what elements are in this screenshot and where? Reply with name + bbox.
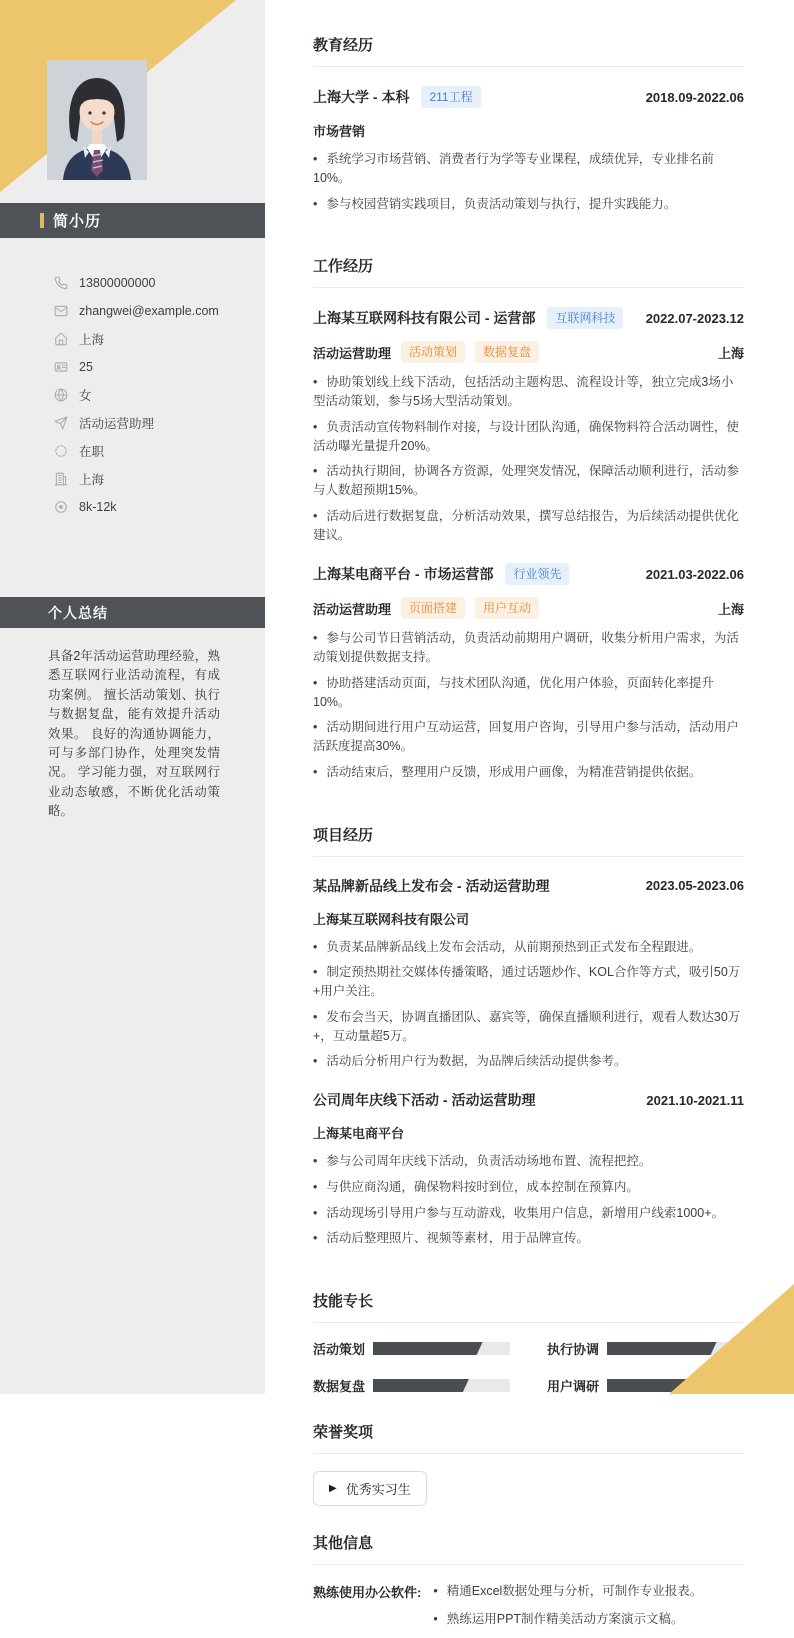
work-location: 上海 xyxy=(717,345,744,361)
bullet-item: • 活动执行期间，协调各方资源，处理突发情况，保障活动顺利进行，活动参与人数超预期15%。 xyxy=(313,464,739,497)
contact-gender-value: 女 xyxy=(79,389,92,403)
company-name: 上海某互联网科技有限公司 - 运营部 xyxy=(313,310,536,327)
contact-item-location xyxy=(0,325,265,353)
other-info xyxy=(313,1582,744,1638)
bullet-item: • 负责某品牌新品线上发布会活动，从前期预热到正式发布全程跟进。 xyxy=(313,939,702,954)
status-icon xyxy=(54,444,68,458)
bullet-dot: • xyxy=(313,675,318,690)
project-org: 上海某互联网科技有限公司 xyxy=(313,911,470,927)
work-location: 上海 xyxy=(717,601,744,617)
education-entry xyxy=(313,86,744,213)
summary-text: 具备2年活动运营助理经验，熟悉互联网行业活动流程，有成功案例。 擅长活动策划、执行与数据复盘，能有效提升活动效果。 良好的沟通协调能力，可与多部门协作，处理突发情况。 学习能力强，对互联网行业动态敏感，不断优化活动策略。 xyxy=(48,649,220,818)
bullet-item: • 系统学习市场营销、消费者行为学等专业课程，成绩优异，专业排名前10%。 xyxy=(313,152,714,185)
education-bullets xyxy=(313,150,744,213)
home-icon xyxy=(54,332,68,346)
bullet-item: • 活动结束后，整理用户反馈，形成用户画像，为精准营销提供依据。 xyxy=(313,764,702,779)
project-entry xyxy=(313,1090,744,1248)
bullet-dot: • xyxy=(313,1231,318,1246)
project-name: 某品牌新品线上发布会 - 活动运营助理 xyxy=(313,877,550,894)
summary-title: 个人总结 xyxy=(48,604,108,621)
bullet-item: • 活动期间进行用户互动运营，回复用户咨询，引导用户参与活动，活动用户活跃度提高30%。 xyxy=(313,720,739,753)
bullet-item: • 制定预热期社交媒体传播策略，通过话题炒作、KOL合作等方式，吸引50万+用户关注。 xyxy=(313,965,741,998)
building-icon xyxy=(54,472,68,486)
email-icon xyxy=(54,304,68,318)
bullet-dot: • xyxy=(313,720,318,735)
bullet-dot: • xyxy=(313,1154,318,1168)
section-title-education: 教育经历 xyxy=(313,34,744,67)
profile-photo xyxy=(47,60,147,180)
skill-fill xyxy=(607,1342,717,1355)
project-entry xyxy=(313,876,744,1072)
school-tag: 211工程 xyxy=(421,86,480,108)
project-period: 2021.10-2021.11 xyxy=(646,1092,744,1108)
name-banner xyxy=(0,203,265,238)
contact-city-value: 上海 xyxy=(79,473,105,487)
section-title-skills: 技能专长 xyxy=(313,1290,744,1323)
role-title: 活动运营助理 xyxy=(313,345,392,361)
skill-label: 执行协调 xyxy=(547,1342,600,1357)
summary-banner xyxy=(0,597,265,628)
contact-item-phone xyxy=(0,269,265,297)
salary-icon xyxy=(54,500,68,514)
bullet-dot: • xyxy=(433,1611,438,1626)
contact-item-salary xyxy=(0,493,265,521)
bullet-dot: • xyxy=(313,152,318,166)
bullet-item: • 发布会当天，协调直播团队、嘉宾等，确保直播顺利进行，观看人数达30万+，互动量超5万。 xyxy=(313,1009,741,1043)
contact-salary-value: 8k-12k xyxy=(79,500,117,514)
profile-name: 简小历 xyxy=(53,213,102,230)
role-tag: 数据复盘 xyxy=(475,341,539,363)
work-period: 2021.03-2022.06 xyxy=(645,566,744,582)
bullet-item: • 协助策划线上线下活动，包括活动主题构思、流程设计等，独立完成3场小型活动策划，参与5场大型活动策划。 xyxy=(313,375,734,408)
bullet-item: • 活动现场引导用户参与互动游戏，收集用户信息，新增用户线索1000+。 xyxy=(313,1205,724,1220)
section-title-honors: 荣誉奖项 xyxy=(313,1421,744,1454)
bullet-dot: • xyxy=(313,1009,318,1024)
project-name: 公司周年庆线下活动 - 活动运营助理 xyxy=(313,1092,536,1108)
bullet-item: • 精通Excel数据处理与分析，可制作专业报表。 xyxy=(433,1584,703,1598)
bullet-dot: • xyxy=(313,1054,318,1069)
education-period: 2018.09-2022.06 xyxy=(645,89,744,105)
bullet-item: • 与供应商沟通，确保物料按时到位，成本控制在预算内。 xyxy=(313,1179,639,1194)
contact-item-age xyxy=(0,353,265,381)
contact-list xyxy=(0,269,265,521)
company-tag: 互联网科技 xyxy=(547,307,623,329)
skill-fill xyxy=(373,1342,483,1355)
id-card-icon xyxy=(54,360,68,374)
major: 市场营销 xyxy=(313,124,366,139)
role-title: 活动运营助理 xyxy=(313,601,392,617)
skill-label: 数据复盘 xyxy=(313,1379,366,1394)
accent-bar xyxy=(40,213,44,228)
play-icon: ▶ xyxy=(329,1482,337,1494)
role-tag: 用户互动 xyxy=(475,597,539,619)
skill-label: 活动策划 xyxy=(313,1342,366,1357)
role-tag: 活动策划 xyxy=(401,341,465,363)
skill-track xyxy=(373,1379,510,1392)
bullet-dot: • xyxy=(313,196,318,211)
bullet-dot: • xyxy=(313,939,318,954)
work-entry xyxy=(313,563,744,781)
paper-plane-icon xyxy=(54,416,68,430)
contact-item-city xyxy=(0,465,265,493)
phone-icon xyxy=(54,276,68,290)
project-bullets xyxy=(313,1152,744,1248)
bullet-dot: • xyxy=(313,1205,318,1220)
bullet-dot: • xyxy=(313,1179,318,1194)
bullet-dot: • xyxy=(433,1584,438,1598)
work-entry xyxy=(313,307,744,544)
bullet-dot: • xyxy=(313,375,318,390)
skill-fill xyxy=(373,1379,469,1392)
company-tag: 行业领先 xyxy=(505,563,569,585)
bullet-item: • 活动后整理照片、视频等素材，用于品牌宣传。 xyxy=(313,1231,589,1246)
bullet-dot: • xyxy=(313,631,318,646)
avatar xyxy=(47,60,147,180)
project-period: 2023.05-2023.06 xyxy=(645,878,744,893)
contact-item-email xyxy=(0,297,265,325)
other-bullets xyxy=(433,1582,702,1638)
project-bullets xyxy=(313,938,744,1072)
other-label: 熟练使用办公软件: xyxy=(313,1585,422,1600)
bullet-item: • 熟练运用PPT制作精美活动方案演示文稿。 xyxy=(433,1611,684,1626)
contact-status-value: 在职 xyxy=(79,445,105,459)
contact-item-job-intent xyxy=(0,409,265,437)
section-title-other: 其他信息 xyxy=(313,1532,744,1565)
bullet-dot: • xyxy=(313,965,318,980)
honor-badge[interactable] xyxy=(313,1471,427,1506)
bullet-item: • 活动后分析用户行为数据，为品牌后续活动提供参考。 xyxy=(313,1054,627,1069)
globe-icon xyxy=(54,388,68,402)
bullet-dot: • xyxy=(313,464,318,479)
bullet-dot: • xyxy=(313,764,318,779)
bullet-item: • 参与公司节日营销活动，负责活动前期用户调研，收集分析用户需求，为活动策划提供数据支持。 xyxy=(313,631,739,664)
contact-location-value: 上海 xyxy=(79,333,105,347)
bullet-item: • 活动后进行数据复盘，分析活动效果，撰写总结报告，为后续活动提供优化建议。 xyxy=(313,508,739,542)
company-name: 上海某电商平台 - 市场运营部 xyxy=(313,566,494,583)
skill-track xyxy=(373,1342,510,1355)
contact-item-gender xyxy=(0,381,265,409)
work-bullets xyxy=(313,373,744,544)
contact-email-value: zhangwei@example.com xyxy=(79,304,219,318)
skill-label: 用户调研 xyxy=(547,1379,600,1394)
contact-job-intent-value: 活动运营助理 xyxy=(79,417,155,431)
bullet-item: • 参与公司周年庆线下活动，负责活动场地布置、流程把控。 xyxy=(313,1154,652,1168)
bullet-item: • 负责活动宣传物料制作对接，与设计团队沟通，确保物料符合活动调性，使活动曝光量提升20%。 xyxy=(313,419,739,453)
contact-item-status xyxy=(0,437,265,465)
bullet-item: • 协助搭建活动页面，与技术团队沟通，优化用户体验，页面转化率提升10%。 xyxy=(313,675,714,709)
bullet-dot: • xyxy=(313,508,318,523)
skill-row xyxy=(313,1376,510,1395)
work-bullets xyxy=(313,629,744,781)
school-name: 上海大学 - 本科 xyxy=(313,89,410,105)
contact-phone-value: 13800000000 xyxy=(79,276,156,290)
bullet-item: • 参与校园营销实践项目，负责活动策划与执行，提升实践能力。 xyxy=(313,196,677,211)
section-title-projects: 项目经历 xyxy=(313,824,744,857)
role-tag: 页面搭建 xyxy=(401,597,465,619)
work-period: 2022.07-2023.12 xyxy=(645,310,744,326)
contact-age-value: 25 xyxy=(79,360,93,374)
bullet-dot: • xyxy=(313,419,318,434)
section-title-work: 工作经历 xyxy=(313,255,744,288)
honor-label: 优秀实习生 xyxy=(345,1482,411,1497)
skill-row xyxy=(313,1339,510,1358)
project-org: 上海某电商平台 xyxy=(313,1126,405,1141)
